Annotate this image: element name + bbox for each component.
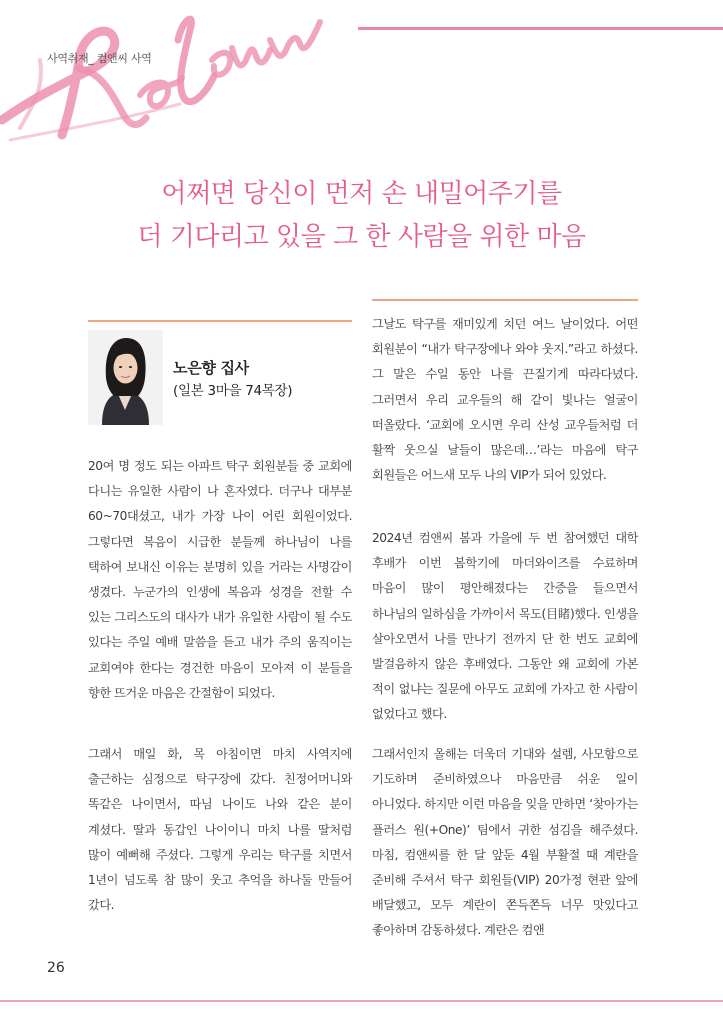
page-number: 26: [47, 960, 65, 976]
headline-line-2: 더 기다리고 있을 그 한 사람을 위한 마음: [137, 222, 586, 252]
top-accent-rule: [358, 27, 723, 30]
right-paragraph-2: 2024년 컴앤씨 봄과 가을에 두 번 참여했던 대학 후배가 이번 봄학기에 마더와이즈를 수료하며 마음이 많이 평안해졌다는 간증을 들으면서 하나님의 일하심을 가까이서 목도(目睹)했다. 인생을 살아오면서 나를 만나기 전까지 단 한 번도 교회에 발걸음하지 않은 후배였다. 그동안 왜 교회에 가본 적이 없냐는 질문에 아무도 교회에 가자고 한 사람이 없었다고 했다.: [372, 531, 638, 722]
left-paragraph-2: 그래서 매일 화, 목 아침이면 마치 사역지에 출근하는 심정으로 탁구장에 갔다. 친정어머니와 똑같은 나이면서, 따님 나이도 나와 같은 분이 계셨다. 딸과 동갑인 나이이니 마치 나를 딸처럼 많이 예뻐해 주셨다. 그렇게 우리는 탁구를 치면서 1년이 넘도록 참 많이 웃고 추억을 하나둘 만들어 갔다.: [88, 747, 352, 913]
author-top-rule: [88, 320, 352, 322]
author-role: (일본 3마을 74목장): [173, 383, 293, 399]
author-photo: [88, 330, 163, 425]
right-paragraph-1: 그날도 탁구를 재미있게 치던 여느 날이었다. 어떤 회원분이 “내가 탁구장에나 와야 웃지.”라고 하셨다. 그 말은 수일 동안 나를 끈질기게 따라다녔다. 그러면서 우리 교우들의 해 같이 빛나는 얼굴이 떠올랐다. ‘교회에 오시면 우리 산성 교우들처럼 더 활짝 웃으실 날들이 많은데…’라는 마음에 탁구 회원들은 어느새 모두 나의 VIP가 되어 있었다.: [372, 317, 638, 483]
reborn-ribbon-logo: [0, 0, 340, 150]
section-label: 사역취재_ 컴앤씨 사역: [47, 52, 152, 65]
headline-line-1: 어쩌면 당신이 먼저 손 내밀어주기를: [161, 179, 562, 209]
author-name: 노은향 집사: [173, 359, 249, 377]
right-column-top-rule: [372, 299, 638, 301]
right-paragraph-3: 그래서인지 올해는 더욱더 기대와 설렘, 사모함으로 기도하며 준비하였으나 마음만큼 쉬운 일이 아니었다. 하지만 이런 마음을 잊을 만하면 ‘찾아가는 플러스 원(+One)’ 팀에서 귀한 섬김을 해주셨다. 마침, 컴앤씨를 한 달 앞둔 4월 부활절 때 계란을 준비해 주셔서 탁구 회원들(VIP) 20가정 현관 앞에 배달했고, 모두 계란이 쫀득쫀득 너무 맛있다고 좋아하며 감동하셨다. 계란은 컴앤: [372, 747, 638, 938]
left-paragraph-1: 20여 명 정도 되는 아파트 탁구 회원분들 중 교회에 다니는 유일한 사람이 나 혼자였다. 더구나 대부분 60~70대셨고, 내가 가장 나이 어린 회원이었다. 그렇다면 복음이 시급한 분들께 하나님이 나를 택하여 보내신 이유는 분명히 있을 거라는 사명감이 생겼다. 누군가의 인생에 복음과 성경을 전할 수 있는 그리스도의 대사가 내가 유일한 사람이 될 수도 있다는 주일 예배 말씀을 듣고 내가 주의 움직이는 교회여야 한다는 경건한 마음이 모아져 이 분들을 향한 뜨거운 마음은 간절함이 되었다.: [88, 459, 352, 700]
bottom-accent-rule: [0, 1000, 723, 1002]
